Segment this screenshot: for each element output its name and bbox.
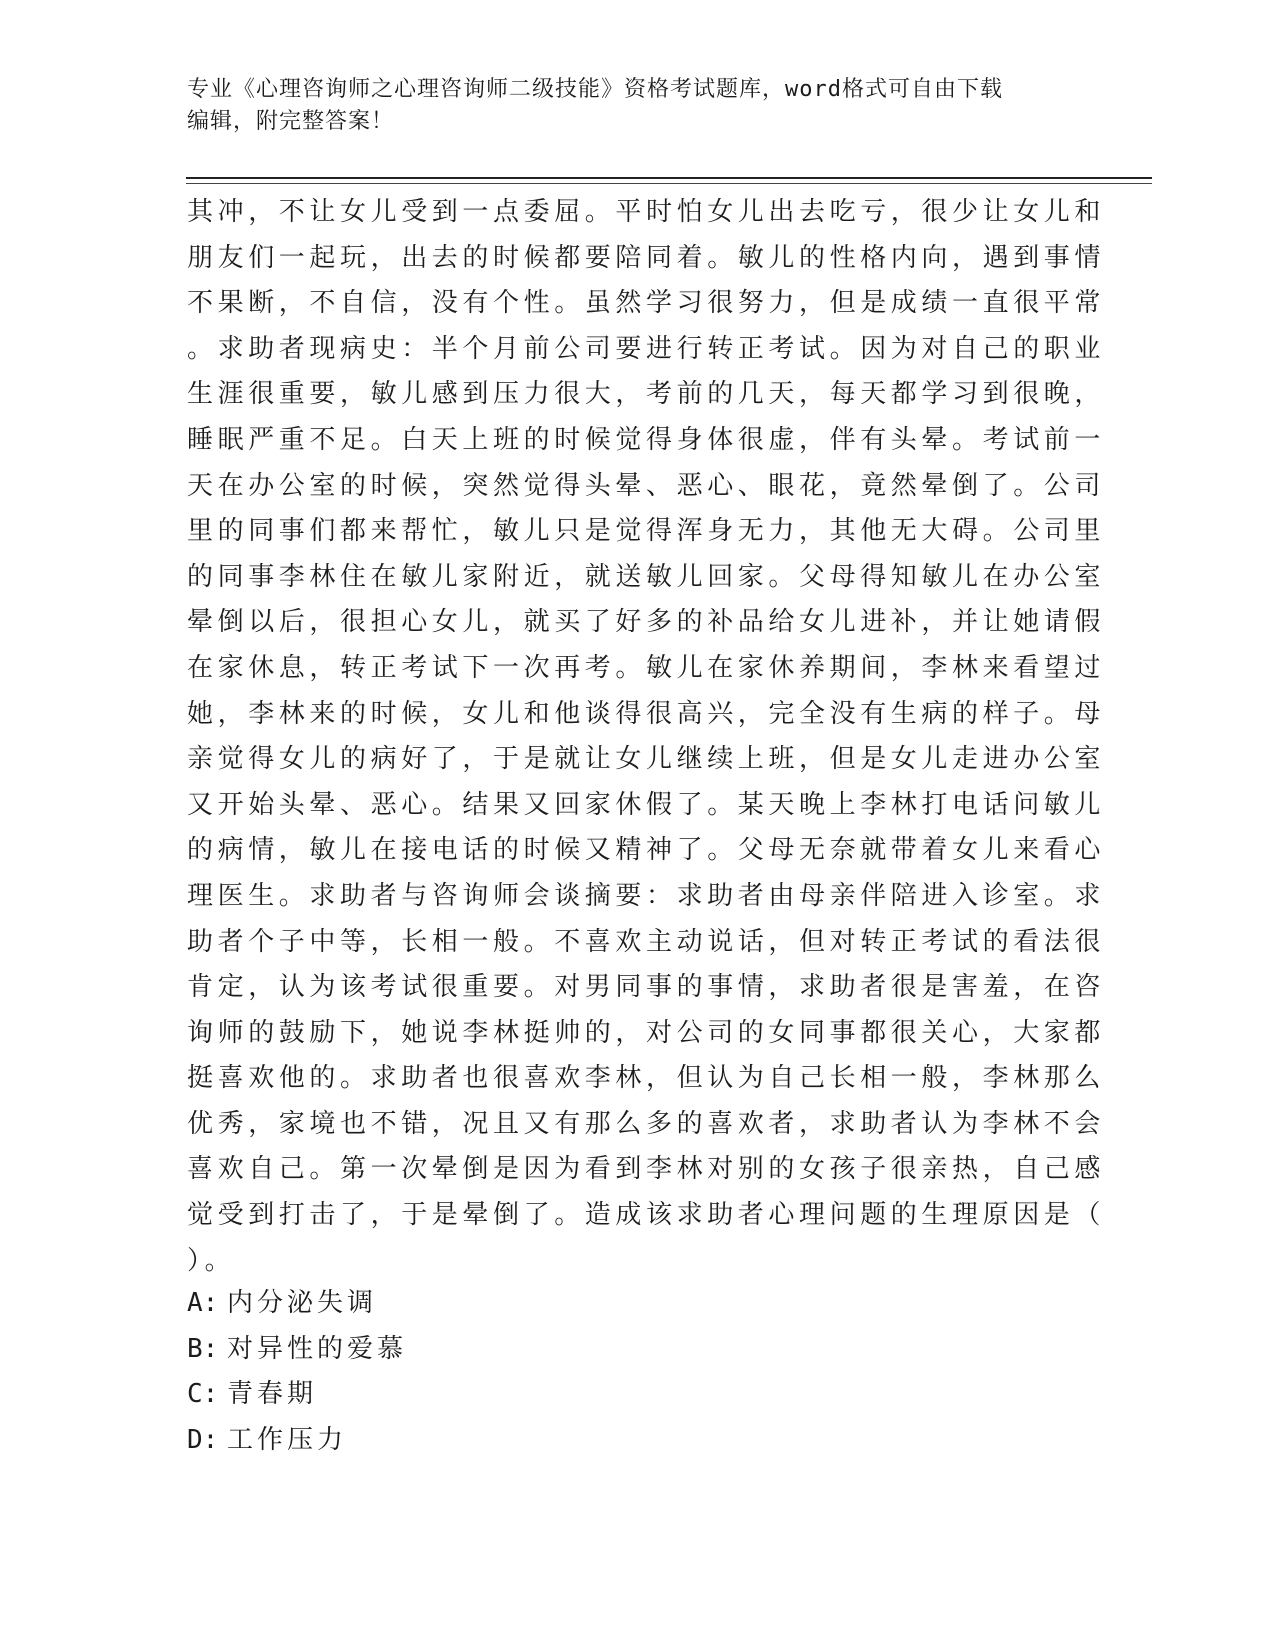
header-divider-thick (186, 177, 1152, 179)
question-line: 晕倒以后，很担心女儿，就买了好多的补品给女儿进补，并让她请假 (187, 607, 1106, 638)
question-line: 的病情，敏儿在接电话的时候又精神了。父母无奈就带着女儿来看心 (187, 835, 1106, 866)
question-line: 睡眠严重不足。白天上班的时候觉得身体很虚，伴有头晕。考试前一 (187, 424, 1106, 455)
option-d (187, 1418, 407, 1464)
question-line: 觉受到打击了，于是晕倒了。造成该求助者心理问题的生理原因是（ (187, 1200, 1106, 1231)
question-line: 亲觉得女儿的病好了，于是就让女儿继续上班，但是女儿走进办公室 (187, 744, 1106, 775)
question-line: 优秀，家境也不错，况且又有那么多的喜欢者，求助者认为李林不会 (187, 1108, 1106, 1139)
option-text: 内分泌失调 (227, 1288, 378, 1318)
option-c (187, 1372, 407, 1418)
question-text (187, 190, 1106, 1284)
header-line: 编辑，附完整答案！ (187, 109, 395, 134)
page-header (187, 74, 1067, 138)
question-line: 里的同事们都来帮忙，敏儿只是觉得浑身无力，其他无大碍。公司里 (187, 516, 1106, 547)
question-line: 生涯很重要，敏儿感到压力很大，考前的几天，每天都学习到很晚， (187, 379, 1106, 410)
question-line: 在家休息，转正考试下一次再考。敏儿在家休养期间，李林来看望过 (187, 652, 1106, 683)
option-a (187, 1281, 407, 1327)
question-line: 挺喜欢他的。求助者也很喜欢李林，但认为自己长相一般，李林那么 (187, 1063, 1106, 1094)
header-line: 专业《心理咨询师之心理咨询师二级技能》资格考试题库，word格式可自由下载 (187, 77, 1003, 102)
option-b (187, 1327, 407, 1373)
question-line: 肯定，认为该考试很重要。对男同事的事情，求助者很是害羞，在咨 (187, 972, 1106, 1003)
option-letter: C: (187, 1379, 219, 1409)
question-line: 喜欢自己。第一次晕倒是因为看到李林对别的女孩子很亲热，自己感 (187, 1154, 1106, 1185)
answer-options (187, 1281, 407, 1463)
question-line: 询师的鼓励下，她说李林挺帅的，对公司的女同事都很关心，大家都 (187, 1017, 1106, 1048)
question-line: 她，李林来的时候，女儿和他谈得很高兴，完全没有生病的样子。母 (187, 698, 1106, 729)
option-text: 对异性的爱慕 (227, 1333, 408, 1364)
question-line: ）。 (187, 1245, 236, 1276)
option-text: 青春期 (227, 1379, 318, 1409)
option-letter: B: (187, 1333, 219, 1364)
option-letter: D: (187, 1424, 219, 1455)
option-letter: A: (187, 1288, 219, 1318)
question-line: 又开始头晕、恶心。结果又回家休假了。某天晚上李林打电话问敏儿 (187, 789, 1106, 820)
question-line: 不果断，不自信，没有个性。虽然学习很努力，但是成绩一直很平常 (187, 288, 1106, 319)
question-line: 。求助者现病史：半个月前公司要进行转正考试。因为对自己的职业 (187, 333, 1106, 364)
question-line: 助者个子中等，长相一般。不喜欢主动说话，但对转正考试的看法很 (187, 926, 1106, 957)
question-line: 理医生。求助者与咨询师会谈摘要：求助者由母亲伴陪进入诊室。求 (187, 880, 1106, 911)
question-line: 的同事李林住在敏儿家附近，就送敏儿回家。父母得知敏儿在办公室 (187, 561, 1106, 592)
option-text: 工作压力 (227, 1424, 348, 1455)
question-line: 朋友们一起玩，出去的时候都要陪同着。敏儿的性格内向，遇到事情 (187, 242, 1106, 273)
question-line: 其冲，不让女儿受到一点委屈。平时怕女儿出去吃亏，很少让女儿和 (187, 197, 1106, 227)
question-line: 天在办公室的时候，突然觉得头晕、恶心、眼花，竟然晕倒了。公司 (187, 470, 1106, 501)
header-divider-thin (186, 183, 1152, 184)
